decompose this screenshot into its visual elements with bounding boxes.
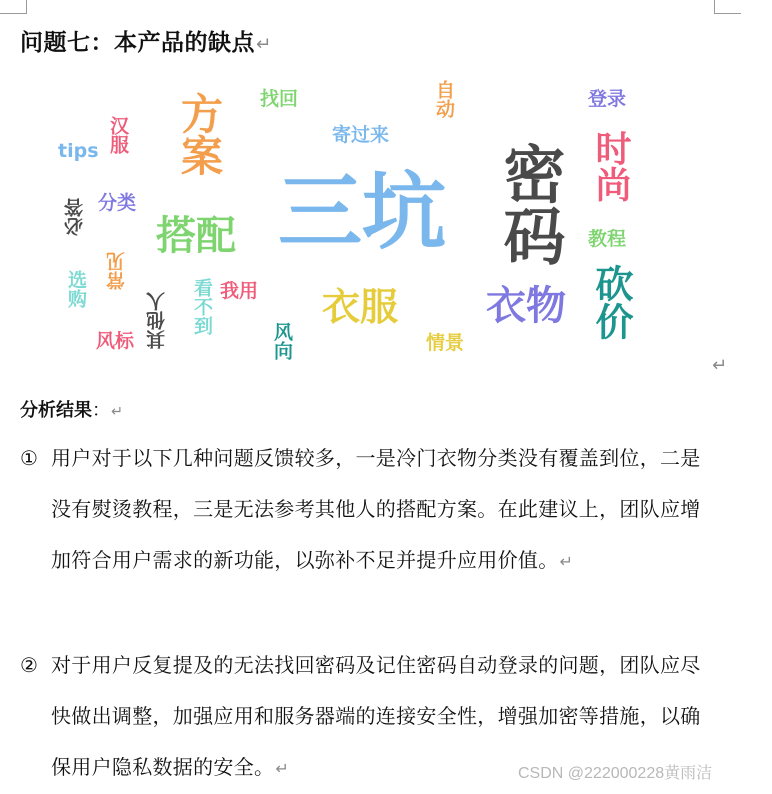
cloud-word: 衣服 [322, 285, 399, 329]
page-corner-mark-right [714, 0, 741, 14]
paragraph-mark-icon: ↵ [256, 34, 272, 55]
cloud-word: 必答 [64, 198, 86, 236]
cloud-word: 三坑 [278, 163, 447, 261]
cloud-word: 风标 [96, 330, 135, 352]
cloud-word: 教程 [588, 228, 627, 250]
item-number: ② [20, 653, 38, 677]
cloud-word: 密码 [493, 142, 566, 266]
page-corner-mark-left [0, 0, 27, 14]
cloud-word: 分类 [98, 192, 137, 214]
cloud-word: 风向 [271, 322, 293, 360]
cloud-word: 自动 [433, 80, 455, 118]
cloud-word: 找回 [260, 88, 299, 110]
paragraph-mark-icon: ↵ [111, 404, 124, 420]
analysis-item [20, 433, 720, 587]
cloud-word: 情景 [426, 332, 465, 354]
cloud-word: 方案 [175, 92, 224, 176]
cloud-word: 砍价 [589, 264, 633, 340]
cloud-word: 登录 [588, 88, 627, 110]
cloud-word: 其他人 [146, 292, 168, 349]
paragraph-mark-icon: ↵ [275, 759, 290, 778]
item-number: ① [20, 446, 38, 470]
item-text: 用户对于以下几种问题反馈较多，一是冷门衣物分类没有覆盖到位，二是没有熨烫教程，三是无法参考其他人的搭配方案。在此建议上，团队应增加符合用户需求的新功能，以弥补不足并提升应用价值。 [51, 446, 701, 572]
cloud-word: 衣物 [486, 283, 566, 329]
cloud-word: 搭配 [156, 213, 236, 259]
analysis-label-colon: ： [92, 400, 110, 421]
paragraph-mark-icon: ↵ [559, 552, 574, 571]
cloud-word: 看不到 [191, 278, 213, 335]
cloud-word: 选购 [65, 270, 87, 308]
analysis-label [20, 396, 123, 422]
paragraph-mark-icon: ↵ [712, 355, 728, 376]
cloud-word: 时尚 [590, 130, 631, 202]
analysis-label-text: 分析结果 [20, 400, 92, 421]
cloud-word: 我用 [220, 280, 259, 302]
item-text: 对于用户反复提及的无法找回密码及记住密码自动登录的问题，团队应尽快做出调整，加强应用和服务器端的连接安全性，增强加密等措施，以确保用户隐私数据的安全。 [51, 653, 701, 779]
cloud-word: 汉服 [107, 116, 129, 154]
cloud-word: 常见 [106, 252, 128, 290]
cloud-word: 寄过来 [332, 124, 390, 146]
word-cloud-image [50, 78, 650, 368]
section-heading [20, 24, 272, 57]
cloud-word: tips [58, 140, 99, 162]
csdn-watermark: CSDN @222000228黄雨洁 [518, 765, 713, 782]
heading-title: 问题七：本产品的缺点 [20, 30, 255, 56]
